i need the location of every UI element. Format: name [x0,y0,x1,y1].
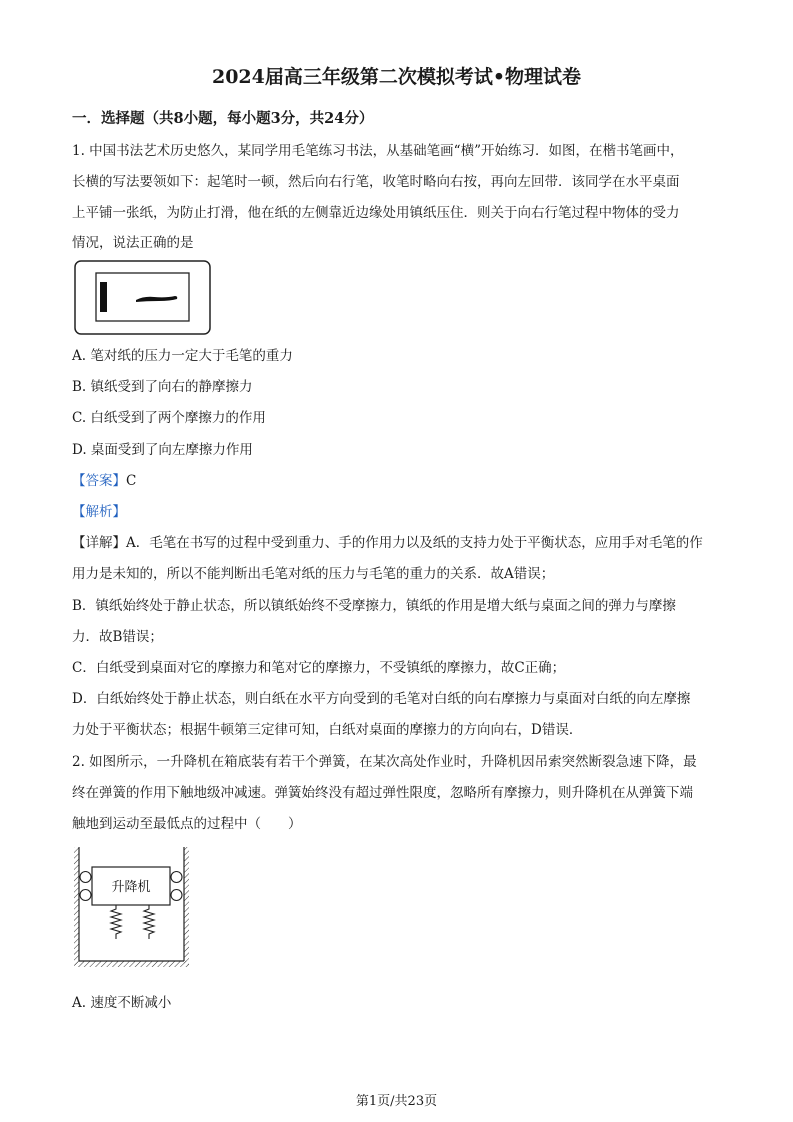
page-footer: 第1页/共23页 [355,1094,438,1109]
q1-stem-line: 长横的写法要领如下：起笔时一顿，然后向右行笔，收笔时略向右按，再向左回带．该同学在水平桌面 [72,174,680,190]
q1-option-d: D. 桌面受到了向左摩擦力作用 [72,442,253,458]
elevator-label: 升降机 [111,880,151,895]
q1-detail-line: 用力是未知的，所以不能判断出毛笔对纸的压力与毛笔的重力的关系．故A错误； [72,566,555,582]
q2-option-a: A. 速度不断减小 [72,995,172,1011]
q1-detail-line: B．镇纸始终处于静止状态，所以镇纸始终不受摩擦力，镇纸的作用是增大纸与桌面之间的弹力与摩擦 [72,598,676,614]
section-heading: 一．选择题（共8小题，每小题3分，共24分） [72,110,374,127]
paperweight-shape [100,282,107,312]
q1-detail-line [72,534,703,552]
spring-right [144,905,154,939]
q1-stem-line: 1. 中国书法艺术历史悠久，某同学用毛笔练习书法，从基础笔画“横”开始练习．如图，在楷书笔画中， [72,143,684,159]
q1-option-c: C. 白纸受到了两个摩擦力的作用 [72,410,266,426]
q1-detail-line: 力．故B错误； [72,629,163,645]
elevator-figure [72,843,192,973]
analysis-tag: 【解析】 [72,504,126,520]
q1-option-b: B. 镇纸受到了向右的静摩擦力 [72,379,253,395]
calligraphy-figure [74,260,212,336]
answer-value: C [126,473,137,489]
spring-left [111,905,121,939]
q1-answer [72,472,136,490]
page-title: 2024届高三年级第二次模拟考试•物理试卷 [211,66,582,88]
detail-text: A．毛笔在书写的过程中受到重力、手的作用力以及纸的支持力处于平衡状态，应用手对毛笔的作 [126,535,703,551]
q2-stem-line: 终在弹簧的作用下触地级冲减速。弹簧始终没有超过弹性限度，忽略所有摩擦力，则升降机在从弹簧下端 [72,785,693,801]
q1-detail-line: D．白纸始终处于静止状态，则白纸在水平方向受到的毛笔对白纸的向右摩擦力与桌面对白纸的向左摩擦 [72,691,691,707]
q1-detail-line: 力处于平衡状态；根据牛顿第三定律可知，白纸对桌面的摩擦力的方向向右，D错误． [72,722,583,738]
q2-stem-line: 触地到运动至最低点的过程中（ ） [72,816,302,832]
q1-stem-line: 上平铺一张纸，为防止打滑，他在纸的左侧靠近边缘处用镇纸压住．则关于向右行笔过程中物体的受力 [72,205,680,221]
q2-stem-line: 2. 如图所示，一升降机在箱底装有若干个弹簧，在某次高处作业时，升降机因吊索突然断裂急速下降，最 [72,754,697,770]
q1-stem-line: 情况，说法正确的是 [72,235,194,251]
detail-tag: 【详解】 [72,535,126,551]
q1-option-a: A. 笔对纸的压力一定大于毛笔的重力 [72,348,293,364]
answer-tag: 【答案】 [72,473,126,489]
q1-detail-line: C．白纸受到桌面对它的摩擦力和笔对它的摩擦力，不受镇纸的摩擦力，故C正确； [72,660,566,676]
